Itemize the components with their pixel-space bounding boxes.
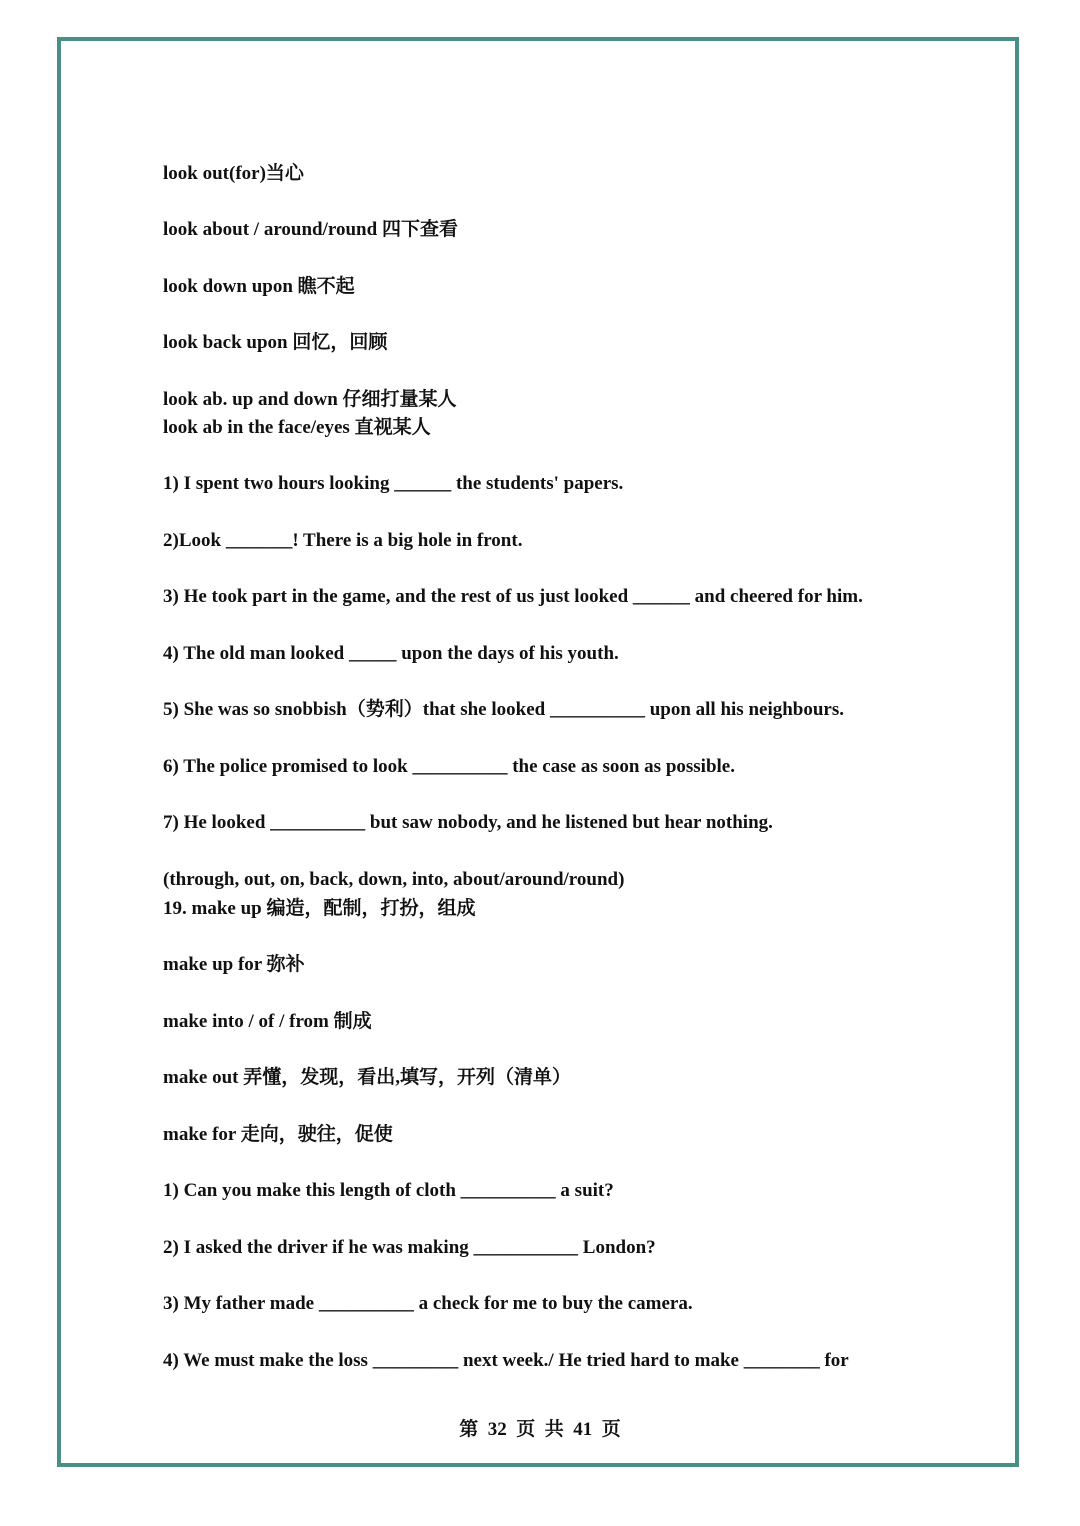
exercise-look-1: 1) I spent two hours looking ______ the students' papers. (163, 473, 624, 494)
exercise-look-6: 6) The police promised to look __________ the case as soon as possible. (163, 756, 735, 777)
phrase-make-for: make for 走向，驶往，促使 (163, 1124, 393, 1145)
exercise-look-4: 4) The old man looked _____ upon the days of his youth. (163, 643, 619, 664)
exercise-make-4: 4) We must make the loss _________ next week./ He tried hard to make ________ for (163, 1350, 849, 1371)
phrase-make-out: make out 弄懂，发现，看出,填写，开列（清单） (163, 1067, 571, 1088)
phrase-look-up-and-down: look ab. up and down 仔细打量某人 (163, 389, 457, 410)
phrase-make-up: 19. make up 编造，配制，打扮，组成 (163, 898, 476, 919)
phrase-look-in-the-face: look ab in the face/eyes 直视某人 (163, 417, 431, 438)
phrase-look-out: look out(for)当心 (163, 163, 304, 184)
exercise-make-3: 3) My father made __________ a check for me to buy the camera. (163, 1293, 693, 1314)
exercise-look-7: 7) He looked __________ but saw nobody, and he listened but hear nothing. (163, 812, 773, 833)
phrase-make-up-for: make up for 弥补 (163, 954, 305, 975)
exercise-make-1: 1) Can you make this length of cloth __________ a suit? (163, 1180, 614, 1201)
phrase-look-down-upon: look down upon 瞧不起 (163, 276, 355, 297)
exercise-make-2: 2) I asked the driver if he was making ___________ London? (163, 1237, 656, 1258)
exercise-look-3: 3) He took part in the game, and the rest of us just looked ______ and cheered for him. (163, 586, 863, 607)
page-number-footer: 第 32 页 共 41 页 (459, 1419, 621, 1440)
word-bank: (through, out, on, back, down, into, about/around/round) (163, 869, 625, 890)
phrase-make-into: make into / of / from 制成 (163, 1011, 372, 1032)
exercise-look-2: 2)Look _______! There is a big hole in front. (163, 530, 523, 551)
exercise-look-5: 5) She was so snobbish（势利）that she looked __________ upon all his neighbours. (163, 699, 845, 720)
phrase-look-about: look about / around/round 四下查看 (163, 219, 458, 240)
phrase-look-back-upon: look back upon 回忆，回顾 (163, 332, 388, 353)
